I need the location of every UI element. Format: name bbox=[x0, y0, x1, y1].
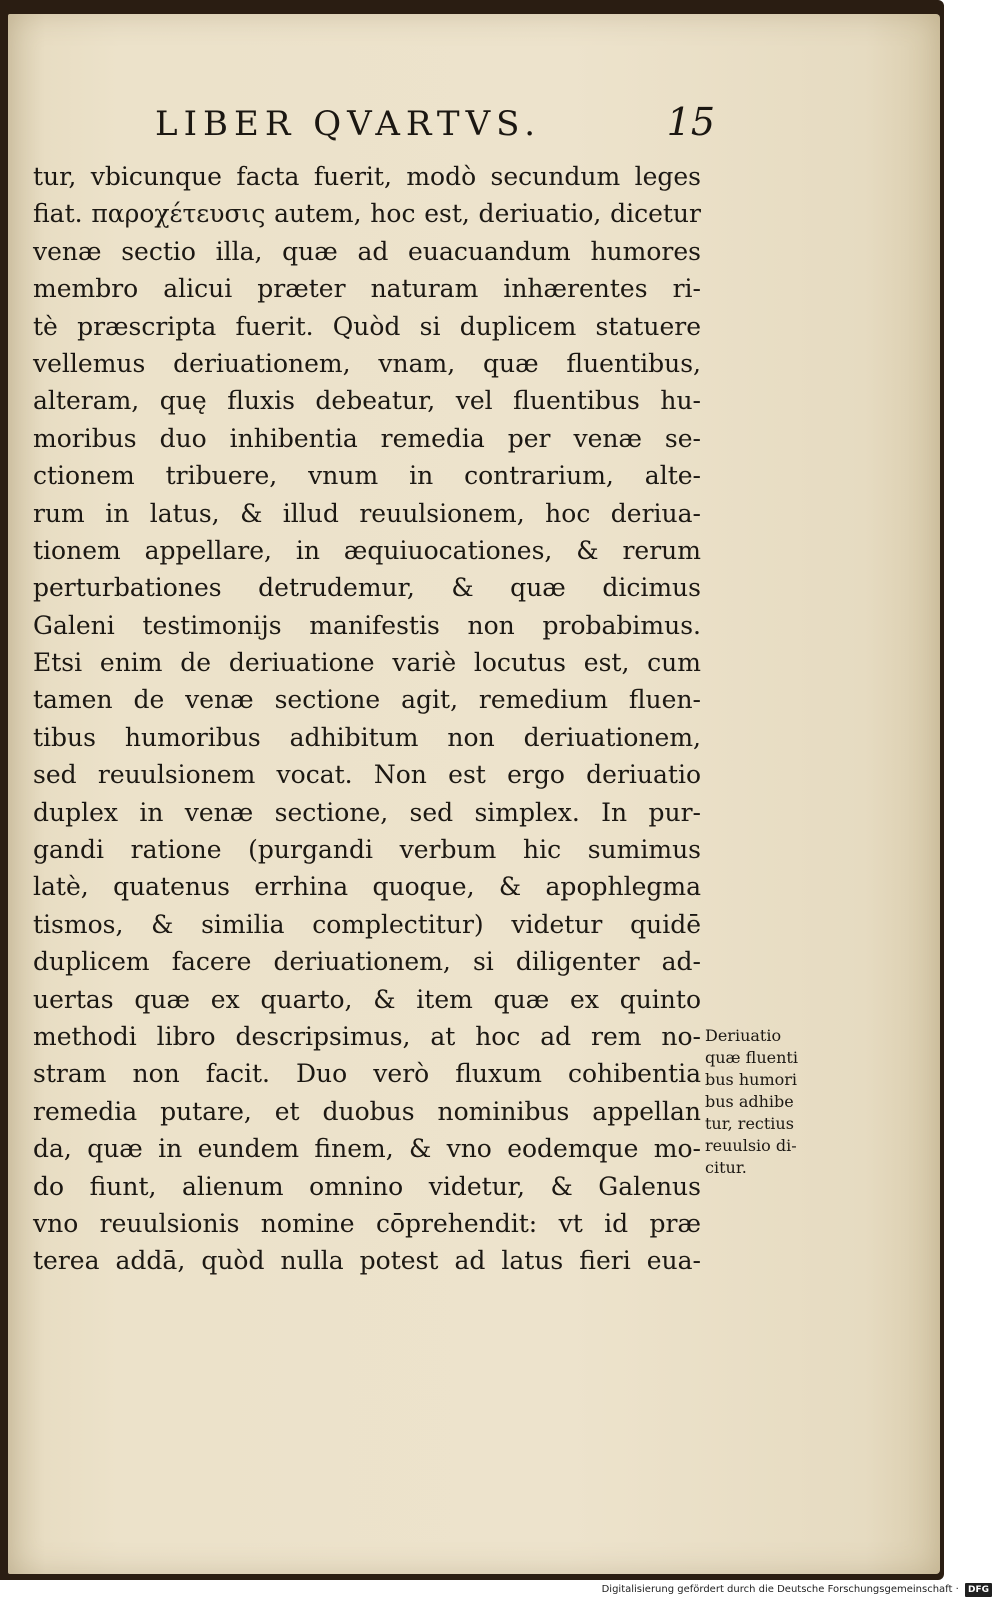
text-line: tismos, & similia complectitur) videtur quidē bbox=[33, 909, 701, 939]
note-line: Deriuatio bbox=[705, 1026, 782, 1045]
text-line: fiat. παροχέτευσις autem, hoc est, deriuatio, dicetur bbox=[33, 199, 701, 229]
text-line: moribus duo inhibentia remedia per venæ se- bbox=[33, 423, 701, 453]
note-line: quæ fluenti bbox=[705, 1048, 798, 1067]
running-head: LIBER QVARTVS. bbox=[155, 104, 542, 144]
body-text bbox=[33, 158, 701, 1280]
text-line: duplicem facere deriuationem, si diligenter ad- bbox=[33, 947, 701, 977]
note-line: bus humori bbox=[705, 1070, 798, 1089]
text-line: terea addā, quòd nulla potest ad latus fieri eua- bbox=[33, 1246, 701, 1276]
text-line: Galeni testimonijs manifestis non probabimus. bbox=[33, 610, 701, 640]
text-line: alteram, quę fluxis debeatur, vel fluentibus hu- bbox=[33, 386, 701, 416]
text-line: rum in latus, & illud reuulsionem, hoc deriua- bbox=[33, 498, 701, 528]
text-line: gandi ratione (purgandi verbum hic sumimus bbox=[33, 835, 701, 865]
marginal-note bbox=[705, 1025, 833, 1179]
text-line: tibus humoribus adhibitum non deriuationem, bbox=[33, 722, 701, 752]
text-line: uertas quæ ex quarto, & item quæ ex quinto bbox=[33, 984, 701, 1014]
text-line: stram non facit. Duo verò fluxum cohibentia bbox=[33, 1059, 701, 1089]
footer-credit bbox=[602, 1583, 992, 1597]
text-line: tur, vbicunque facta fuerit, modò secundum leges bbox=[33, 162, 701, 191]
text-line: methodi libro descripsimus, at hoc ad rem no- bbox=[33, 1021, 701, 1051]
text-line: remedia putare, et duobus nominibus appellan bbox=[33, 1096, 701, 1126]
text-line: tamen de venæ sectione agit, remedium fluen- bbox=[33, 685, 701, 715]
text-line: perturbationes detrudemur, & quæ dicimus bbox=[33, 573, 701, 603]
text-line: latè, quatenus errhina quoque, & apophlegma bbox=[33, 872, 701, 902]
text-line: tè præscripta fuerit. Quòd si duplicem statuere bbox=[33, 311, 701, 341]
page-number: 15 bbox=[666, 100, 715, 144]
text-line: Etsi enim de deriuatione variè locutus est, cum bbox=[33, 648, 701, 678]
note-line: citur. bbox=[705, 1158, 747, 1177]
note-line: bus adhibe bbox=[705, 1092, 794, 1111]
footer-text: Digitalisierung gefördert durch die Deutsche Forschungsgemeinschaft · bbox=[601, 1584, 959, 1595]
note-line: tur, rectius bbox=[705, 1114, 794, 1133]
text-line: membro alicui præter naturam inhærentes ri- bbox=[33, 274, 701, 304]
text-line: sed reuulsionem vocat. Non est ergo deriuatio bbox=[33, 760, 701, 790]
note-line: reuulsio di- bbox=[705, 1136, 797, 1155]
text-line: vno reuulsionis nomine cōprehendit: vt id præ bbox=[33, 1208, 701, 1238]
text-line: duplex in venæ sectione, sed simplex. In pur- bbox=[33, 797, 701, 827]
text-line: ctionem tribuere, vnum in contrarium, alte- bbox=[33, 461, 701, 491]
page-header bbox=[155, 100, 715, 144]
text-line: tionem appellare, in æquiuocationes, & rerum bbox=[33, 535, 701, 565]
text-line: da, quæ in eundem finem, & vno eodemque mo- bbox=[33, 1134, 701, 1164]
text-line: do fiunt, alienum omnino videtur, & Galenus bbox=[33, 1171, 701, 1201]
dfg-logo: DFG bbox=[965, 1583, 992, 1597]
text-line: vellemus deriuationem, vnam, quæ fluentibus, bbox=[33, 348, 701, 378]
text-line: venæ sectio illa, quæ ad euacuandum humores bbox=[33, 236, 701, 266]
